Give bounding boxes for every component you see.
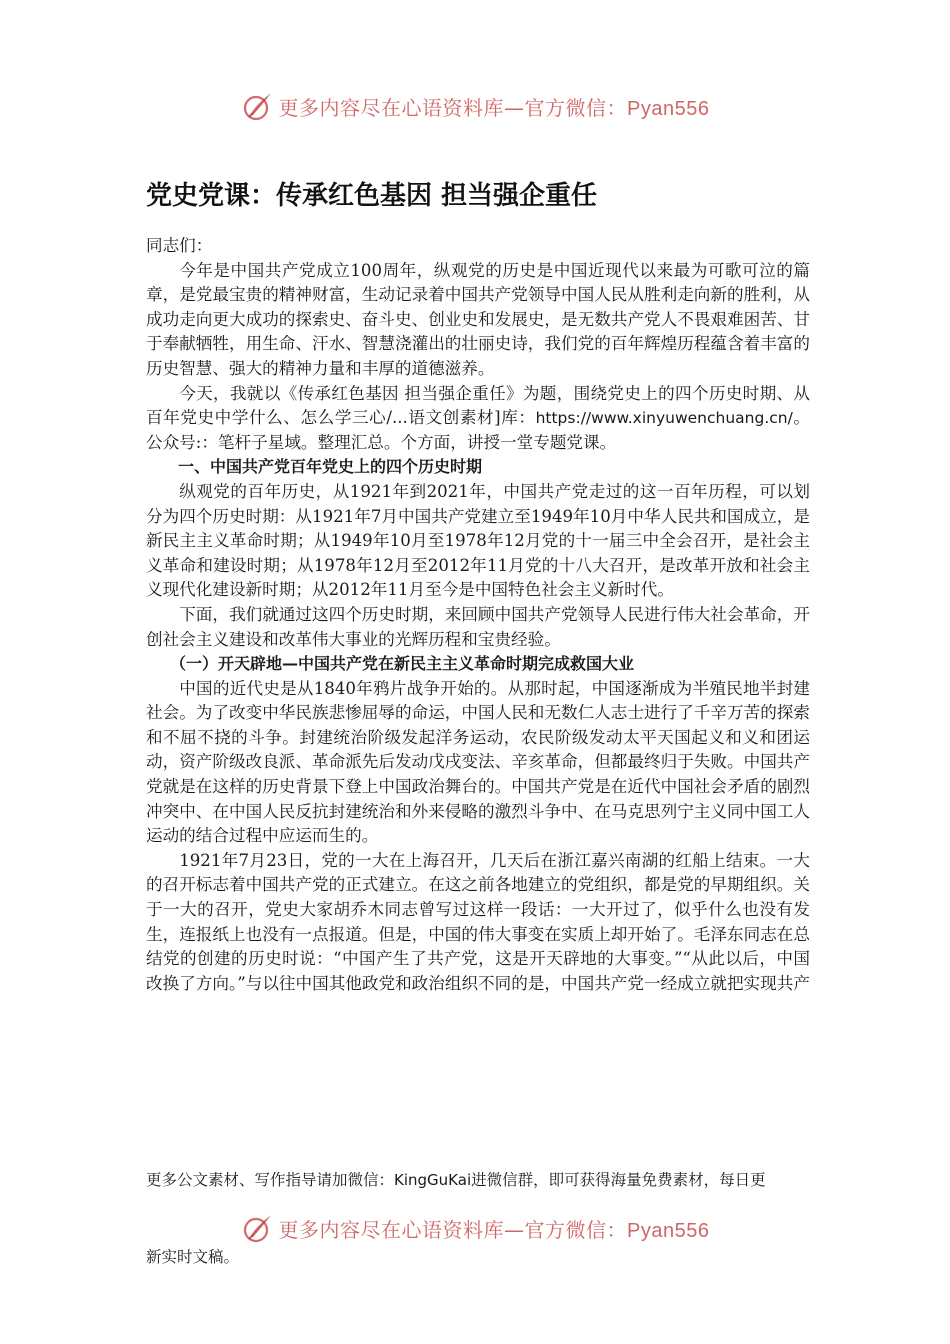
quill-logo-icon: [241, 1211, 275, 1245]
paragraph-periods: 纵观党的百年历史，从1921年到2021年，中国共产党走过的这一百年历程，可以划分为四个历史时期：从1921年7月中国共产党建立至1949年10月中华人民共和国成立，是新民主主义革命时期；从1949年10月至1978年12月党的十一届三中全会召开，是社会主义革命和建设时期；从1978年12月至2012年11月党的十八大召开，是改革开放和社会主义现代化建设新时期；从2012年11月至今是中国特色社会主义新时代。: [146, 481, 810, 600]
page-title: 党史党课：传承红色基因 担当强企重任: [146, 181, 598, 211]
source-url: https://www.xinyuwenchuang.cn/: [535, 409, 793, 428]
header-banner: [0, 86, 950, 126]
paragraph-first-congress: 1921年7月23日，党的一大在上海召开，几天后在浙江嘉兴南湖的红船上结束。一大的召开标志着中国共产党的正式建立。在这之前各地建立的党组织，都是党的早期组织。关于一大的召开，党史大家胡乔木同志曾写过这样一段话：一大开过了，似乎什么也没有发生，连报纸上也没有一点报道。但是，中国的伟大事变在实质上却开始了。毛泽东同志在总结党的创建的历史时说：“中国产生了共产党，这是开天辟地的大事变。”“从此以后，中国改换了方向。”与以往中国其他政党和政治组织不同的是，中国共产党一经成立就把实现共产: [146, 850, 810, 993]
subsection-heading-1: （一）开天辟地—中国共产党在新民主主义革命时期完成救国大业: [170, 654, 635, 674]
footer-banner: [0, 1208, 950, 1248]
salutation: 同志们：: [146, 236, 213, 255]
footer-wechat-id: KingGuKai: [394, 1171, 472, 1189]
banner-wechat-id: Pyan556: [627, 97, 710, 120]
footer-note: 更多公文素材、写作指导请加微信：KingGuKai进微信群，即可获得海量免费素材，每日更: [146, 1171, 766, 1189]
paragraph-modern-history: 中国的近代史是从1840年鸦片战争开始的。从那时起，中国逐渐成为半殖民地半封建社会。为了改变中华民族悲惨屈辱的命运，中国人民和无数仁人志士进行了千辛万苦的探索和不屈不挠的斗争。封建统治阶级发起洋务运动，农民阶级发动太平天国起义和义和团运动，资产阶级改良派、革命派先后发动戊戌变法、辛亥革命，但都最终归于失败。中国共产党就是在这样的历史背景下登上中国政治舞台的。中国共产党是在近代中国社会矛盾的剧烈冲突中、在中国人民反抗封建统治和外来侵略的激烈斗争中、在马克思列宁主义同中国工人运动的结合过程中应运而生的。: [146, 678, 810, 846]
section-heading-1: 一、中国共产党百年党史上的四个历史时期: [178, 457, 483, 477]
paragraph-topic: 今天，我就以《传承红色基因 担当强企重任》为题，围绕党史上的四个历史时期、从百年党史中学什么、怎么学三心/...语文创素材]库：https://www.xinyuwenchuang.cn/。公众号:：笔杆子星域。整理汇总。个方面，讲授一堂专题党课。: [146, 383, 810, 452]
paragraph-intro: 今年是中国共产党成立100周年，纵观党的历史是中国近现代以来最为可歌可泣的篇章，是党最宝贵的精神财富，生动记录着中国共产党领导中国人民从胜利走向新的胜利，从成功走向更大成功的探索史、奋斗史、创业史和发展史，是无数共产党人不畏艰难困苦、甘于奉献牺牲，用生命、汗水、智慧浇灌出的壮丽史诗，我们党的百年辉煌历程蕴含着丰富的历史智慧、强大的精神力量和丰厚的道德滋养。: [146, 260, 810, 378]
document-body-viewport: [146, 234, 810, 1146]
footer-note-tail: 新实时文稿。: [146, 1248, 240, 1266]
banner-text: 更多内容尽在心语资料库—官方微信：Pyan556: [278, 1217, 710, 1242]
paragraph-review: 下面，我们就通过这四个历史时期，来回顾中国共产党领导人民进行伟大社会革命，开创社会主义建设和改革伟大事业的光辉历程和宝贵经验。: [146, 604, 810, 649]
banner-text: 更多内容尽在心语资料库—官方微信：Pyan556: [278, 95, 710, 120]
banner-wechat-id: Pyan556: [627, 1219, 710, 1242]
document-body: [146, 234, 810, 996]
quill-logo-icon: [241, 89, 275, 123]
